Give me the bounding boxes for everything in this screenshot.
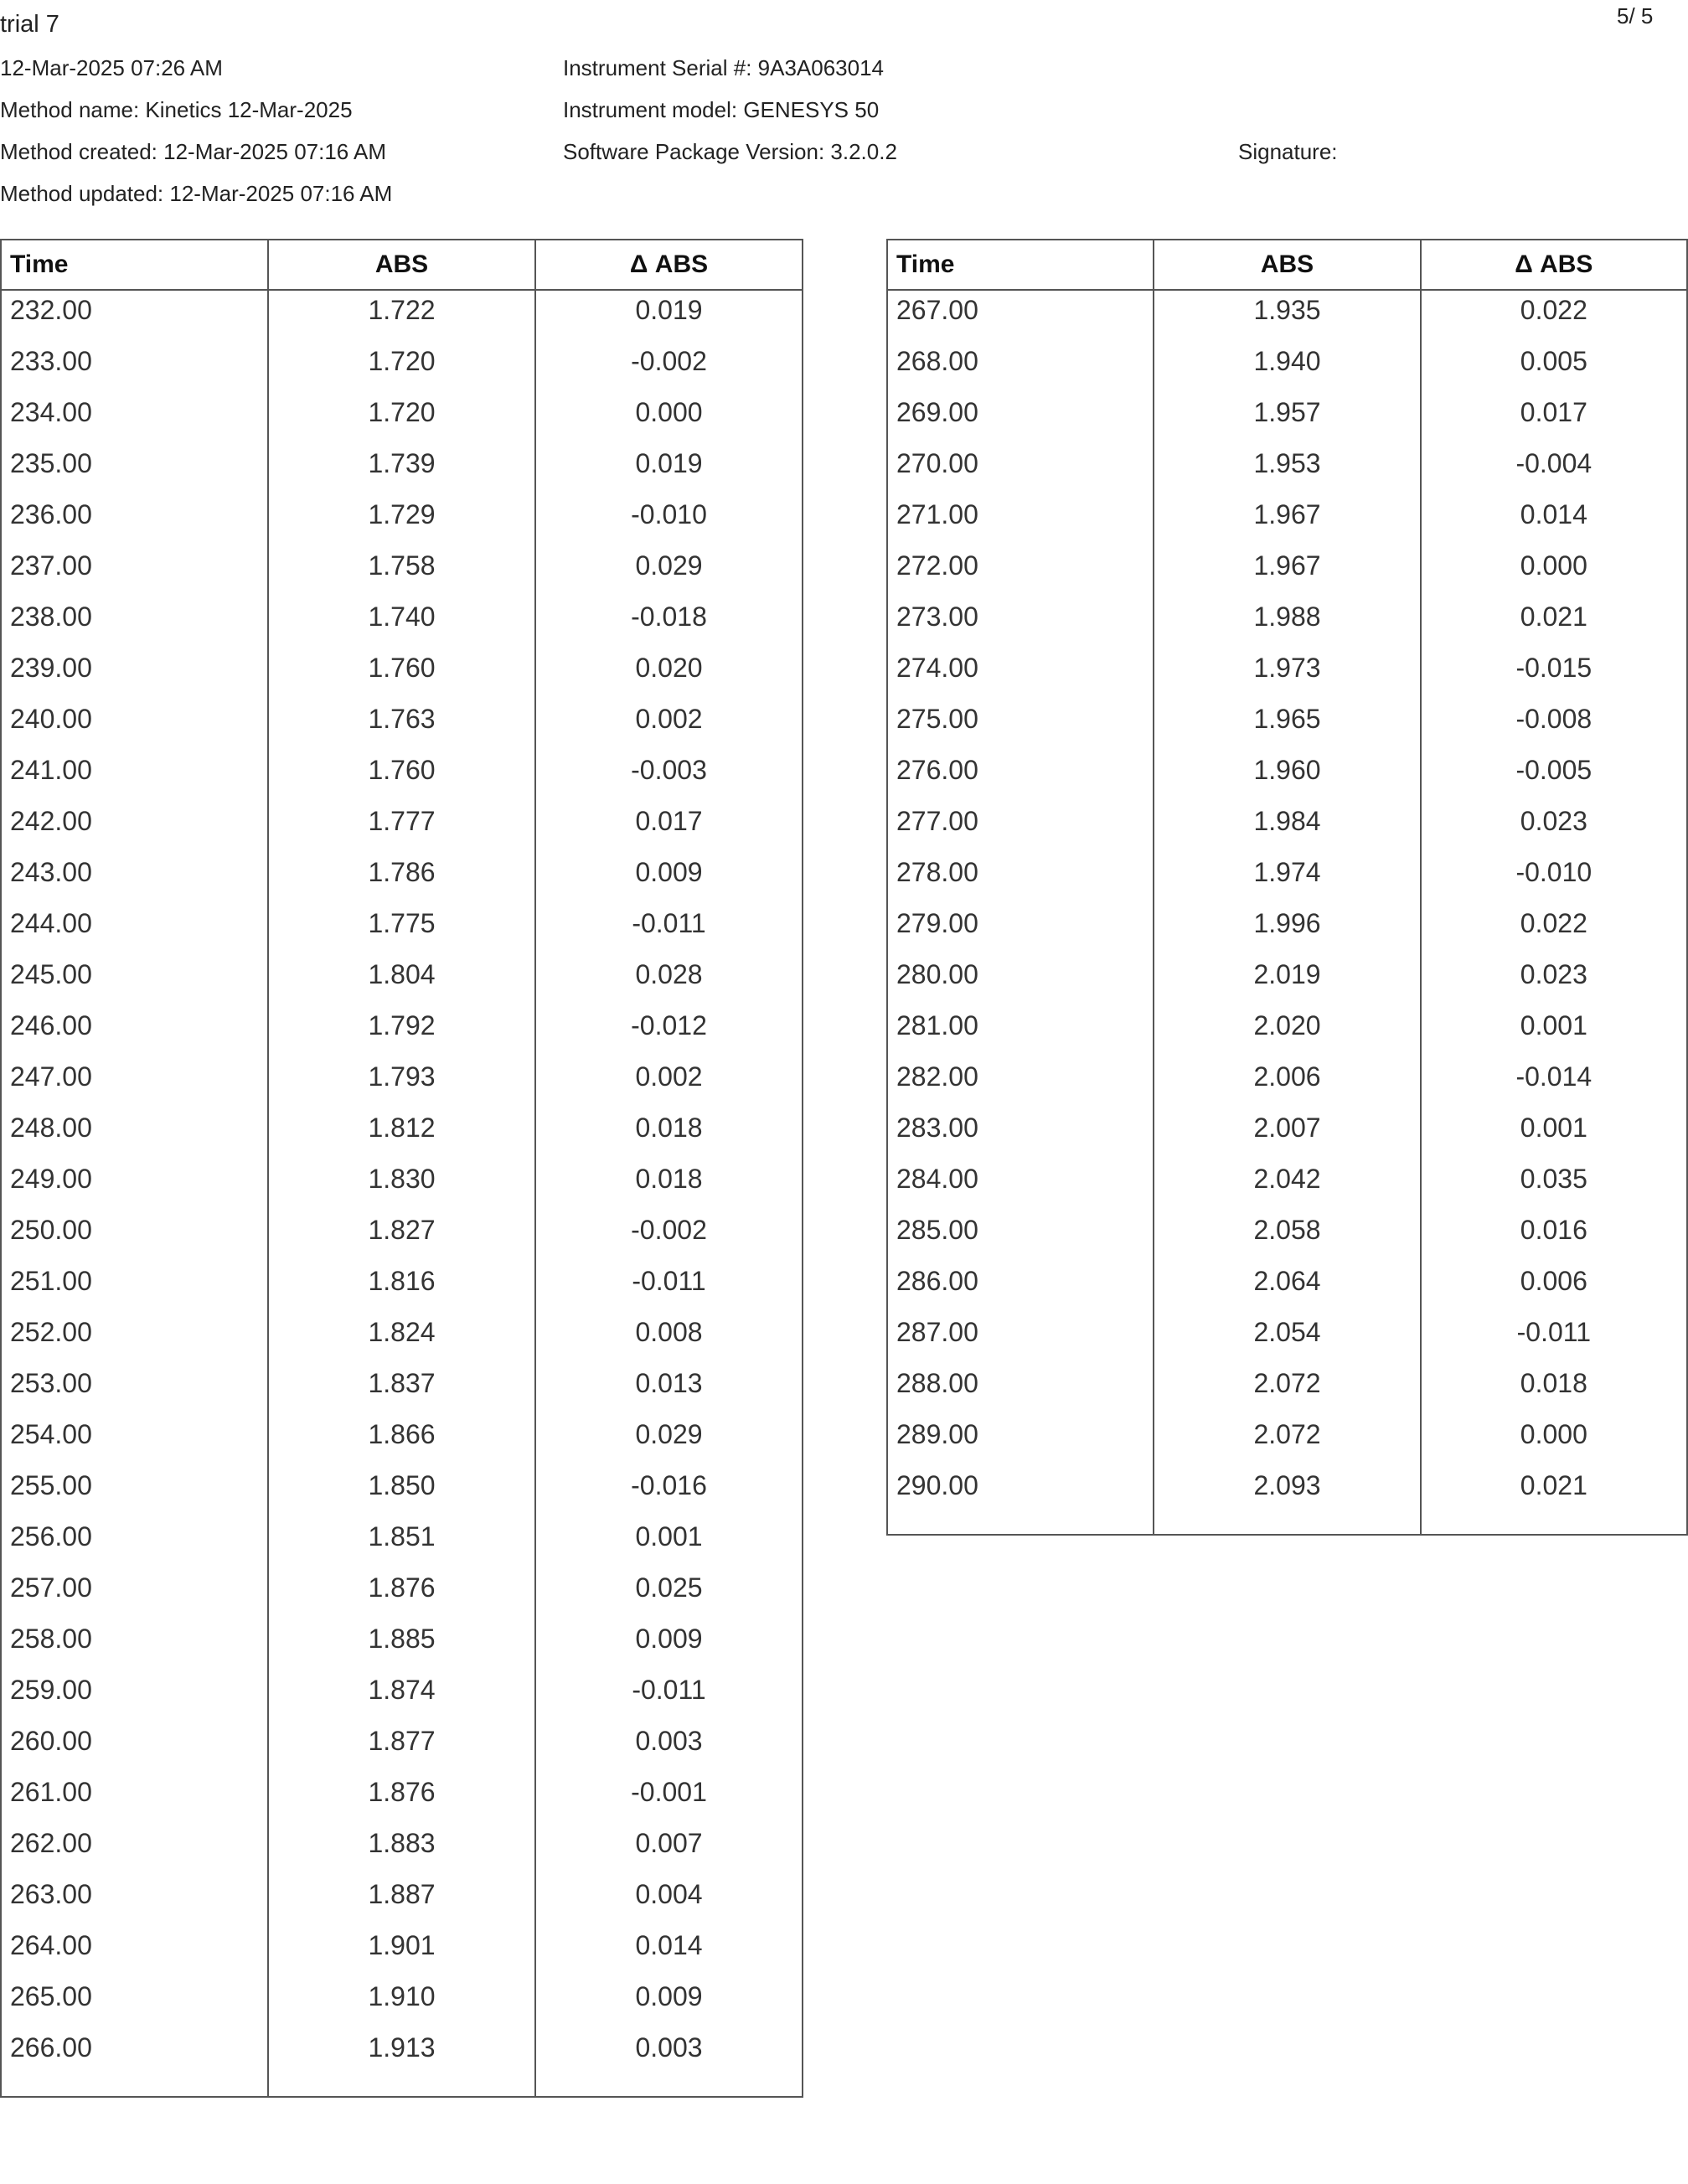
- time-cell: 247.00: [10, 1061, 92, 1092]
- delta-abs-cell: 0.023: [1421, 802, 1687, 853]
- table-row: [1, 1926, 803, 1977]
- delta-abs-cell: 0.023: [1421, 955, 1687, 1006]
- delta-abs-cell: -0.011: [535, 1262, 803, 1313]
- delta-abs-cell: 0.018: [1421, 1364, 1687, 1415]
- delta-abs-cell: 0.006: [1421, 1262, 1687, 1313]
- abs-cell: 1.876: [268, 1773, 535, 1824]
- table-row: [1, 1977, 803, 2028]
- delta-abs-cell: 0.022: [1421, 290, 1687, 342]
- table-row: [887, 546, 1687, 597]
- abs-cell: 2.093: [1154, 1466, 1420, 1517]
- time-cell: 286.00: [896, 1266, 978, 1296]
- delta-abs-cell: -0.014: [1421, 1057, 1687, 1108]
- time-cell: 266.00: [10, 2032, 92, 2063]
- table-row: [887, 904, 1687, 955]
- table-row: [1, 1364, 803, 1415]
- table-header-row: [887, 240, 1687, 290]
- time-cell: 238.00: [10, 602, 92, 632]
- table-row: [1, 1517, 803, 1568]
- abs-cell: 1.739: [268, 444, 535, 495]
- table-row: [887, 1057, 1687, 1108]
- table-row: [1, 1211, 803, 1262]
- table-row: [1, 1670, 803, 1722]
- time-cell: 257.00: [10, 1572, 92, 1603]
- time-cell: 283.00: [896, 1113, 978, 1143]
- delta-abs-cell: 0.018: [535, 1159, 803, 1211]
- table-row: [887, 751, 1687, 802]
- time-cell: 248.00: [10, 1113, 92, 1143]
- abs-cell: 1.827: [268, 1211, 535, 1262]
- table-row: [1, 1415, 803, 1466]
- abs-cell: 1.885: [268, 1619, 535, 1670]
- abs-cell: 1.996: [1154, 904, 1420, 955]
- empty-cell: [268, 2079, 535, 2097]
- table-body: [1, 290, 803, 2097]
- time-cell: 261.00: [10, 1777, 92, 1807]
- time-cell: 256.00: [10, 1521, 92, 1552]
- table-row: [887, 393, 1687, 444]
- time-cell: 278.00: [896, 857, 978, 887]
- abs-cell: 2.064: [1154, 1262, 1420, 1313]
- abs-cell: 1.874: [268, 1670, 535, 1722]
- time-cell: 246.00: [10, 1010, 92, 1040]
- table-row: [1, 802, 803, 853]
- table-row: [1, 1159, 803, 1211]
- table-row: [887, 1364, 1687, 1415]
- abs-cell: 1.830: [268, 1159, 535, 1211]
- time-cell: 274.00: [896, 653, 978, 683]
- table-row: [1, 1722, 803, 1773]
- delta-abs-cell: -0.010: [1421, 853, 1687, 904]
- time-cell: 276.00: [896, 755, 978, 785]
- time-cell: 250.00: [10, 1215, 92, 1245]
- abs-cell: 1.720: [268, 342, 535, 393]
- delta-abs-cell: -0.018: [535, 597, 803, 648]
- delta-abs-cell: 0.009: [535, 1977, 803, 2028]
- delta-abs-cell: 0.008: [535, 1313, 803, 1364]
- abs-cell: 2.007: [1154, 1108, 1420, 1159]
- table-row: [1, 700, 803, 751]
- table-row: [887, 290, 1687, 342]
- delta-abs-cell: 0.009: [535, 853, 803, 904]
- delta-abs-cell: 0.009: [535, 1619, 803, 1670]
- method-created: Method created: 12-Mar-2025 07:16 AM: [0, 139, 387, 164]
- delta-abs-cell: 0.016: [1421, 1211, 1687, 1262]
- delta-abs-cell: -0.015: [1421, 648, 1687, 700]
- method-updated: Method updated: 12-Mar-2025 07:16 AM: [0, 181, 393, 206]
- abs-cell: 2.058: [1154, 1211, 1420, 1262]
- time-cell: 258.00: [10, 1624, 92, 1654]
- delta-abs-cell: -0.012: [535, 1006, 803, 1057]
- table-row: [887, 648, 1687, 700]
- delta-abs-cell: 0.001: [1421, 1108, 1687, 1159]
- abs-cell: 2.054: [1154, 1313, 1420, 1364]
- table-row: [887, 1108, 1687, 1159]
- table-row: [887, 495, 1687, 546]
- time-cell: 263.00: [10, 1879, 92, 1909]
- signature-label: Signature:: [1238, 139, 1338, 164]
- time-cell: 275.00: [896, 704, 978, 734]
- time-cell: 271.00: [896, 499, 978, 529]
- delta-abs-cell: 0.004: [535, 1875, 803, 1926]
- empty-cell: [1154, 1517, 1420, 1535]
- delta-abs-cell: -0.016: [535, 1466, 803, 1517]
- table-row: [887, 1466, 1687, 1517]
- table-body: [887, 290, 1687, 1535]
- time-cell: 254.00: [10, 1419, 92, 1449]
- abs-cell: 1.837: [268, 1364, 535, 1415]
- abs-cell: 1.974: [1154, 853, 1420, 904]
- delta-abs-cell: 0.003: [535, 1722, 803, 1773]
- time-cell: 236.00: [10, 499, 92, 529]
- table-row: [887, 1313, 1687, 1364]
- time-cell: 288.00: [896, 1368, 978, 1398]
- abs-cell: 2.042: [1154, 1159, 1420, 1211]
- abs-cell: 1.887: [268, 1875, 535, 1926]
- table-row: [1, 1875, 803, 1926]
- table-row: [1, 1619, 803, 1670]
- column-header-delta-abs: Δ ABS: [1421, 240, 1687, 290]
- time-cell: 239.00: [10, 653, 92, 683]
- abs-cell: 1.804: [268, 955, 535, 1006]
- delta-abs-cell: 0.019: [535, 444, 803, 495]
- abs-cell: 1.960: [1154, 751, 1420, 802]
- abs-cell: 1.910: [268, 1977, 535, 2028]
- abs-cell: 2.020: [1154, 1006, 1420, 1057]
- table-row: [1, 1006, 803, 1057]
- column-header-abs: ABS: [268, 240, 535, 290]
- time-cell: 240.00: [10, 704, 92, 734]
- report-datetime: 12-Mar-2025 07:26 AM: [0, 55, 223, 80]
- abs-cell: 1.984: [1154, 802, 1420, 853]
- table-row: [1, 1313, 803, 1364]
- abs-cell: 1.812: [268, 1108, 535, 1159]
- delta-abs-cell: -0.003: [535, 751, 803, 802]
- abs-cell: 1.973: [1154, 648, 1420, 700]
- time-cell: 259.00: [10, 1675, 92, 1705]
- abs-cell: 1.967: [1154, 546, 1420, 597]
- abs-cell: 1.720: [268, 393, 535, 444]
- delta-abs-cell: 0.017: [1421, 393, 1687, 444]
- table-row: [887, 1159, 1687, 1211]
- table-row: [1, 393, 803, 444]
- delta-abs-cell: -0.011: [535, 1670, 803, 1722]
- time-cell: 233.00: [10, 346, 92, 376]
- column-header-time: Time: [887, 240, 1154, 290]
- delta-abs-cell: 0.000: [1421, 1415, 1687, 1466]
- table-row: [1, 751, 803, 802]
- delta-abs-cell: 0.014: [535, 1926, 803, 1977]
- table-row: [1, 1108, 803, 1159]
- delta-abs-cell: 0.035: [1421, 1159, 1687, 1211]
- time-cell: 267.00: [896, 295, 978, 325]
- abs-cell: 1.722: [268, 290, 535, 342]
- table-row: [887, 955, 1687, 1006]
- table-bottom-padding: [887, 1517, 1687, 1535]
- delta-abs-cell: 0.020: [535, 648, 803, 700]
- delta-abs-cell: 0.002: [535, 1057, 803, 1108]
- table-row: [1, 1262, 803, 1313]
- time-cell: 245.00: [10, 959, 92, 989]
- time-cell: 279.00: [896, 908, 978, 938]
- abs-cell: 2.006: [1154, 1057, 1420, 1108]
- time-cell: 260.00: [10, 1726, 92, 1756]
- abs-cell: 1.901: [268, 1926, 535, 1977]
- column-header-time: Time: [1, 240, 268, 290]
- table-row: [1, 1824, 803, 1875]
- delta-abs-cell: 0.007: [535, 1824, 803, 1875]
- time-cell: 285.00: [896, 1215, 978, 1245]
- time-cell: 272.00: [896, 550, 978, 581]
- table-row: [887, 1006, 1687, 1057]
- table-bottom-padding: [1, 2079, 803, 2097]
- time-cell: 235.00: [10, 448, 92, 478]
- abs-cell: 1.792: [268, 1006, 535, 1057]
- table-row: [1, 904, 803, 955]
- table-row: [1, 444, 803, 495]
- delta-abs-cell: 0.018: [535, 1108, 803, 1159]
- column-header-abs: ABS: [1154, 240, 1420, 290]
- time-cell: 244.00: [10, 908, 92, 938]
- readings-table-left: [0, 239, 803, 2098]
- abs-cell: 1.935: [1154, 290, 1420, 342]
- time-cell: 277.00: [896, 806, 978, 836]
- table-row: [887, 342, 1687, 393]
- time-cell: 281.00: [896, 1010, 978, 1040]
- abs-cell: 1.786: [268, 853, 535, 904]
- delta-abs-cell: -0.011: [1421, 1313, 1687, 1364]
- abs-cell: 1.740: [268, 597, 535, 648]
- delta-abs-cell: 0.017: [535, 802, 803, 853]
- time-cell: 237.00: [10, 550, 92, 581]
- instrument-serial: Instrument Serial #: 9A3A063014: [563, 55, 885, 80]
- abs-cell: 1.824: [268, 1313, 535, 1364]
- delta-abs-cell: 0.014: [1421, 495, 1687, 546]
- table-row: [887, 802, 1687, 853]
- table-row: [887, 853, 1687, 904]
- time-cell: 287.00: [896, 1317, 978, 1347]
- time-cell: 241.00: [10, 755, 92, 785]
- delta-abs-cell: 0.022: [1421, 904, 1687, 955]
- delta-abs-cell: -0.001: [535, 1773, 803, 1824]
- table-row: [1, 853, 803, 904]
- instrument-model: Instrument model: GENESYS 50: [563, 97, 880, 122]
- delta-abs-cell: -0.010: [535, 495, 803, 546]
- abs-cell: 1.851: [268, 1517, 535, 1568]
- delta-abs-cell: 0.025: [535, 1568, 803, 1619]
- empty-cell: [1, 2079, 268, 2097]
- time-cell: 249.00: [10, 1164, 92, 1194]
- time-cell: 252.00: [10, 1317, 92, 1347]
- time-cell: 280.00: [896, 959, 978, 989]
- delta-abs-cell: 0.029: [535, 1415, 803, 1466]
- time-cell: 242.00: [10, 806, 92, 836]
- time-cell: 282.00: [896, 1061, 978, 1092]
- abs-cell: 1.760: [268, 648, 535, 700]
- table-row: [887, 1211, 1687, 1262]
- abs-cell: 1.953: [1154, 444, 1420, 495]
- software-version: Software Package Version: 3.2.0.2: [563, 139, 897, 164]
- table-row: [1, 290, 803, 342]
- delta-abs-cell: -0.008: [1421, 700, 1687, 751]
- abs-cell: 1.877: [268, 1722, 535, 1773]
- time-cell: 273.00: [896, 602, 978, 632]
- time-cell: 270.00: [896, 448, 978, 478]
- delta-abs-cell: 0.000: [1421, 546, 1687, 597]
- time-cell: 253.00: [10, 1368, 92, 1398]
- time-cell: 268.00: [896, 346, 978, 376]
- abs-cell: 1.850: [268, 1466, 535, 1517]
- abs-cell: 2.072: [1154, 1415, 1420, 1466]
- column-header-delta-abs: Δ ABS: [535, 240, 803, 290]
- delta-abs-cell: -0.004: [1421, 444, 1687, 495]
- table-row: [1, 546, 803, 597]
- readings-table-right: [886, 239, 1688, 1536]
- abs-cell: 1.758: [268, 546, 535, 597]
- abs-cell: 1.988: [1154, 597, 1420, 648]
- empty-cell: [887, 1517, 1154, 1535]
- delta-abs-cell: 0.013: [535, 1364, 803, 1415]
- delta-abs-cell: 0.000: [535, 393, 803, 444]
- table-row: [1, 955, 803, 1006]
- delta-abs-cell: 0.005: [1421, 342, 1687, 393]
- abs-cell: 1.866: [268, 1415, 535, 1466]
- time-cell: 262.00: [10, 1828, 92, 1858]
- delta-abs-cell: 0.029: [535, 546, 803, 597]
- table-row: [887, 444, 1687, 495]
- delta-abs-cell: 0.028: [535, 955, 803, 1006]
- abs-cell: 1.965: [1154, 700, 1420, 751]
- abs-cell: 1.775: [268, 904, 535, 955]
- delta-abs-cell: 0.001: [1421, 1006, 1687, 1057]
- abs-cell: 2.072: [1154, 1364, 1420, 1415]
- abs-cell: 1.967: [1154, 495, 1420, 546]
- page-number: 5/ 5: [1617, 3, 1654, 28]
- abs-cell: 1.729: [268, 495, 535, 546]
- delta-abs-cell: 0.021: [1421, 1466, 1687, 1517]
- time-cell: 232.00: [10, 295, 92, 325]
- abs-cell: 1.763: [268, 700, 535, 751]
- abs-cell: 1.913: [268, 2028, 535, 2079]
- time-cell: 289.00: [896, 1419, 978, 1449]
- table-row: [1, 2028, 803, 2079]
- delta-abs-cell: -0.002: [535, 1211, 803, 1262]
- abs-cell: 2.019: [1154, 955, 1420, 1006]
- time-cell: 234.00: [10, 397, 92, 427]
- time-cell: 243.00: [10, 857, 92, 887]
- method-name: Method name: Kinetics 12-Mar-2025: [0, 97, 353, 122]
- table-row: [1, 1466, 803, 1517]
- table-header-row: [1, 240, 803, 290]
- delta-abs-cell: -0.011: [535, 904, 803, 955]
- abs-cell: 1.777: [268, 802, 535, 853]
- table-row: [887, 597, 1687, 648]
- table-row: [1, 1773, 803, 1824]
- abs-cell: 1.876: [268, 1568, 535, 1619]
- table-row: [887, 700, 1687, 751]
- delta-abs-cell: 0.019: [535, 290, 803, 342]
- delta-abs-cell: 0.002: [535, 700, 803, 751]
- delta-abs-cell: 0.003: [535, 2028, 803, 2079]
- abs-cell: 1.793: [268, 1057, 535, 1108]
- empty-cell: [1421, 1517, 1687, 1535]
- table-row: [1, 342, 803, 393]
- time-cell: 284.00: [896, 1164, 978, 1194]
- abs-cell: 1.883: [268, 1824, 535, 1875]
- report-title: trial 7: [0, 11, 59, 38]
- abs-cell: 1.957: [1154, 393, 1420, 444]
- table-row: [887, 1415, 1687, 1466]
- abs-cell: 1.816: [268, 1262, 535, 1313]
- table-row: [1, 1568, 803, 1619]
- table-row: [1, 1057, 803, 1108]
- table-row: [1, 648, 803, 700]
- delta-abs-cell: -0.002: [535, 342, 803, 393]
- delta-abs-cell: 0.001: [535, 1517, 803, 1568]
- abs-cell: 1.940: [1154, 342, 1420, 393]
- time-cell: 264.00: [10, 1930, 92, 1960]
- time-cell: 265.00: [10, 1981, 92, 2011]
- time-cell: 255.00: [10, 1470, 92, 1500]
- time-cell: 269.00: [896, 397, 978, 427]
- table-row: [1, 495, 803, 546]
- time-cell: 290.00: [896, 1470, 978, 1500]
- abs-cell: 1.760: [268, 751, 535, 802]
- table-row: [887, 1262, 1687, 1313]
- delta-abs-cell: 0.021: [1421, 597, 1687, 648]
- time-cell: 251.00: [10, 1266, 92, 1296]
- table-row: [1, 597, 803, 648]
- delta-abs-cell: -0.005: [1421, 751, 1687, 802]
- empty-cell: [535, 2079, 803, 2097]
